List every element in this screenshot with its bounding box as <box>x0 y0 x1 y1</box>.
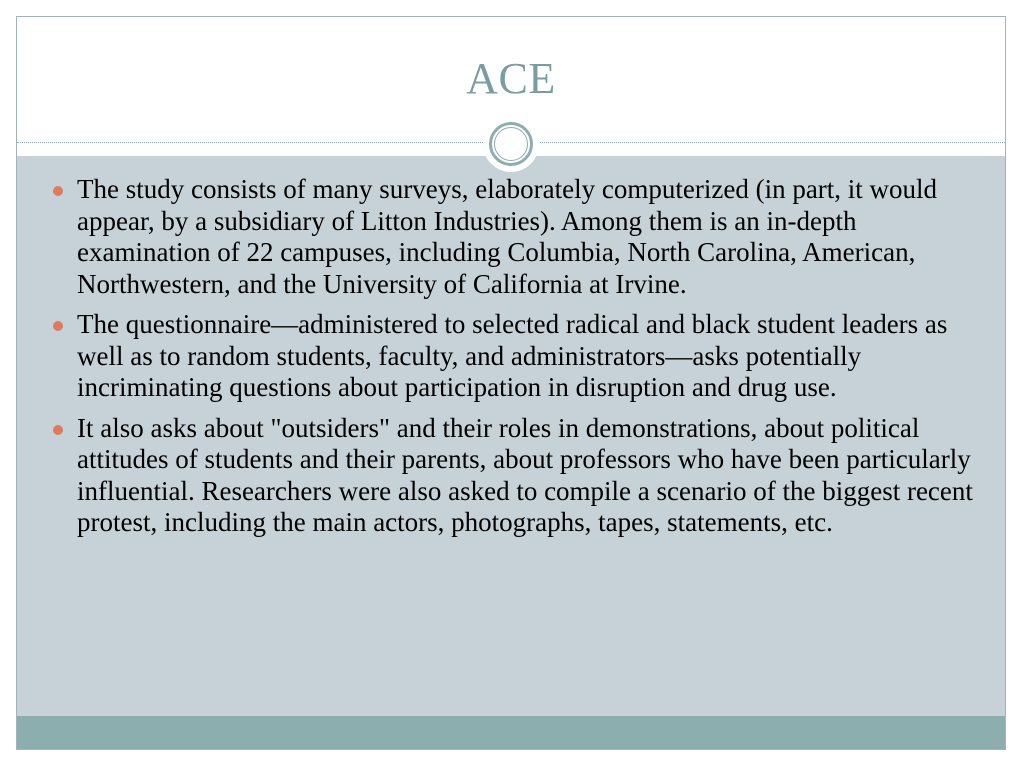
bullet-item <box>53 413 988 539</box>
slide <box>16 16 1006 750</box>
ornament-inner-ring <box>494 127 528 161</box>
bullet-marker-icon <box>53 321 63 331</box>
footer-band <box>17 716 1005 750</box>
bullet-list <box>53 174 988 548</box>
bullet-text: It also asks about "outsiders" and their roles in demonstrations, about political attitudes of students and their parents, about professors who have been particularly influential. Researchers were also asked to compile a scenario of the biggest recent protest, including the main actors, photographs, tapes, statements, etc. <box>77 412 973 537</box>
bullet-item <box>53 174 988 300</box>
bullet-text: The questionnaire—administered to selected radical and black student leaders as well as to random students, faculty, and administrators—asks potentially incriminating questions about participation in disruption and drug use. <box>77 309 948 402</box>
bullet-marker-icon <box>53 186 63 196</box>
bullet-marker-icon <box>53 425 63 435</box>
slide-title: ACE <box>466 54 556 103</box>
bullet-text: The study consists of many surveys, elaborately computerized (in part, it would appear, by a subsidiary of Litton Industries). Among them is an in-depth examination of 22 campuses, including Columbia, North Carolina, American, Northwestern, and the University of California at Irvine. <box>77 174 938 299</box>
bullet-item <box>53 309 988 404</box>
circle-ornament-icon <box>483 116 539 172</box>
